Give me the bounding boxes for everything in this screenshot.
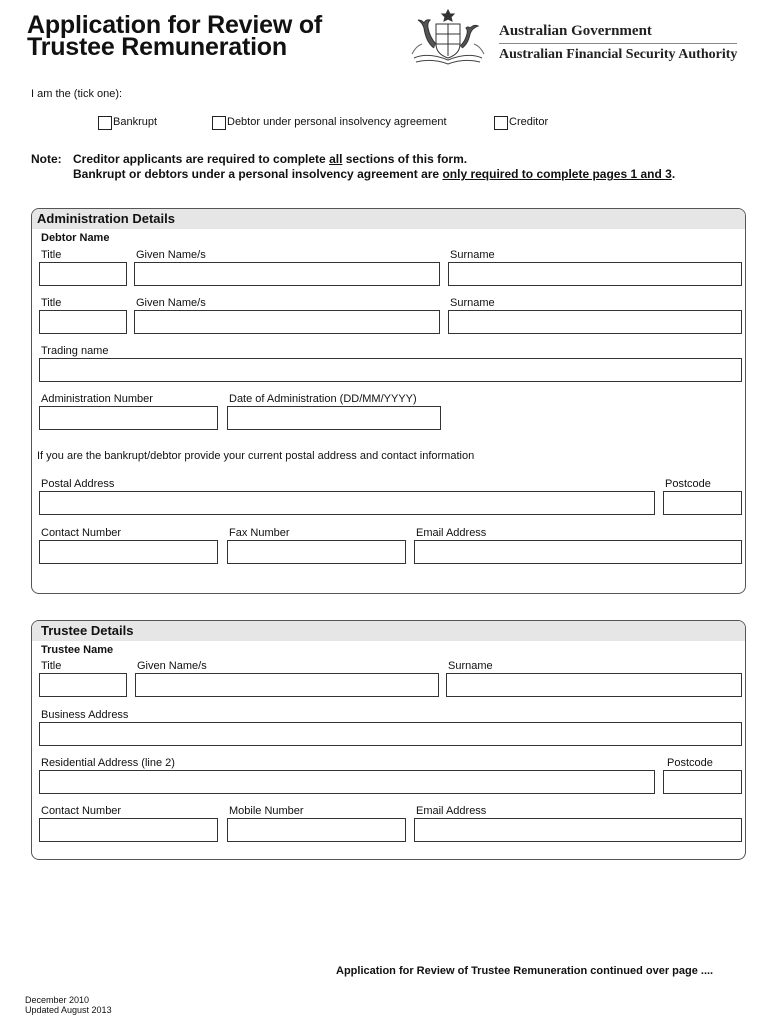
gov-divider [499,43,737,44]
trustee-panel-header [32,621,745,641]
business-address-input[interactable] [39,722,742,746]
admin-email-input[interactable] [414,540,742,564]
trustee-email-input[interactable] [414,818,742,842]
form-title [27,11,323,61]
postal-info-text: If you are the bankrupt/debtor provide your current postal address and contact information [37,450,475,462]
trustee-surname-input[interactable] [446,673,742,697]
admin-fax-input[interactable] [227,540,406,564]
admin-postcode-label: Postcode [665,478,711,490]
admin-email-label: Email Address [416,527,487,539]
debtor2-given-input[interactable] [134,310,440,334]
postal-address-label: Postal Address [41,478,115,490]
debtor-pia-checkbox[interactable] [212,116,226,130]
coat-of-arms-icon [406,8,490,70]
bankrupt-checkbox[interactable] [98,116,112,130]
trustee-postcode-input[interactable] [663,770,742,794]
trading-name-label: Trading name [41,345,109,357]
version-date: December 2010 [25,995,90,1005]
admin-fax-label: Fax Number [229,527,290,539]
debtor1-surname-input[interactable] [448,262,742,286]
debtor1-given-input[interactable] [134,262,440,286]
note-line-2-emphasis: only required to complete pages 1 and 3 [442,167,672,181]
trading-name-input[interactable] [39,358,742,382]
agency-name: Australian Financial Security Authority [499,47,738,62]
note-line-2-end: . [671,167,676,181]
title-line-2: Trustee Remuneration [27,33,287,61]
note-line-1 [73,152,467,166]
debtor1-surname-label: Surname [450,249,495,261]
admin-postcode-input[interactable] [663,491,742,515]
creditor-label: Creditor [509,116,549,128]
trustee-surname-label: Surname [448,660,493,672]
admin-contact-label: Contact Number [41,527,122,539]
note-line-1-text: Creditor applicants are required to complete [73,152,330,166]
title-line-1: Application for Review of [27,11,323,39]
residential-address-label: Residential Address (line 2) [41,757,175,769]
debtor1-title-label: Title [41,249,62,261]
continued-note: Application for Review of Trustee Remuneration continued over page .... [336,965,714,977]
updated-date: Updated August 2013 [25,1005,112,1015]
debtor2-title-label: Title [41,297,62,309]
gov-name: Australian Government [499,23,652,39]
admin-number-label: Administration Number [41,393,153,405]
debtor2-given-label: Given Name/s [136,297,206,309]
trustee-contact-input[interactable] [39,818,218,842]
admin-date-input[interactable] [227,406,441,430]
trustee-name-label: Trustee Name [41,644,114,656]
applicant-prompt: I am the (tick one): [31,88,123,100]
trustee-heading: Trustee Details [41,623,134,638]
note-line-1-end: sections of this form. [342,152,468,166]
business-address-label: Business Address [41,709,129,721]
debtor-name-label: Debtor Name [41,232,110,244]
debtor2-surname-label: Surname [450,297,495,309]
debtor1-given-label: Given Name/s [136,249,206,261]
postal-address-input[interactable] [39,491,655,515]
trustee-title-input[interactable] [39,673,127,697]
note-line-2 [73,167,675,181]
trustee-contact-label: Contact Number [41,805,122,817]
residential-address-input[interactable] [39,770,655,794]
trustee-title-label: Title [41,660,62,672]
trustee-mobile-label: Mobile Number [229,805,304,817]
debtor1-title-input[interactable] [39,262,127,286]
bankrupt-label: Bankrupt [113,116,158,128]
admin-contact-input[interactable] [39,540,218,564]
trustee-mobile-input[interactable] [227,818,406,842]
debtor2-title-input[interactable] [39,310,127,334]
trustee-email-label: Email Address [416,805,487,817]
trustee-given-input[interactable] [135,673,439,697]
note-line-1-emphasis: all [329,152,343,166]
debtor-pia-label: Debtor under personal insolvency agreement [227,116,447,128]
note-line-2-text: Bankrupt or debtors under a personal insolvency agreement are [73,167,443,181]
admin-date-label: Date of Administration (DD/MM/YYYY) [229,393,417,405]
debtor2-surname-input[interactable] [448,310,742,334]
admin-number-input[interactable] [39,406,218,430]
trustee-given-label: Given Name/s [137,660,207,672]
creditor-checkbox[interactable] [494,116,508,130]
administration-heading: Administration Details [37,211,175,226]
trustee-postcode-label: Postcode [667,757,713,769]
note-label: Note: [31,152,62,166]
